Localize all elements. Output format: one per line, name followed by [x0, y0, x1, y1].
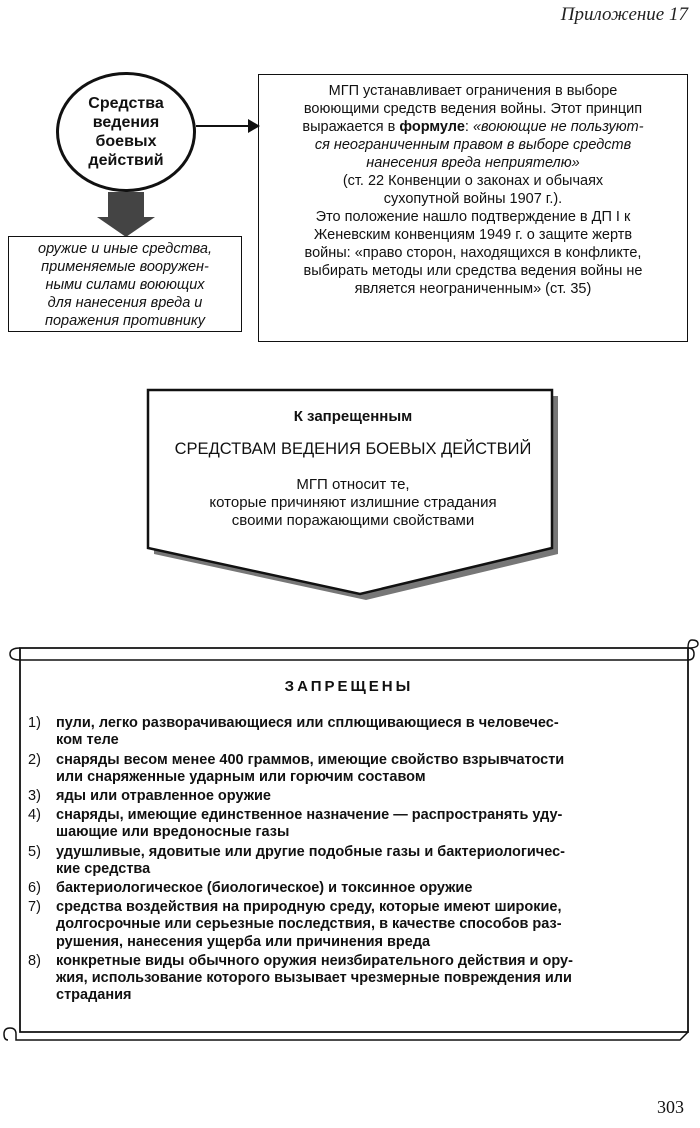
item-line: кие средства — [56, 860, 151, 877]
item-line: рушения, нанесения ущерба или причинения вреда — [56, 933, 431, 950]
prohibited-body-line: МГП относит те, — [296, 476, 410, 493]
item-number: 1) — [28, 715, 41, 732]
item-line: долгосрочные или серьезные последствия, в качестве способов раз- — [56, 916, 562, 933]
prohibited-body-line: которые причиняют излишние страдания — [209, 494, 497, 511]
item-line: бактериологическое (биологическое) и токсинное оружие — [56, 880, 473, 897]
item-number: 3) — [28, 788, 41, 805]
item-line: или снаряженные ударным или горючим составом — [56, 768, 426, 785]
list-item — [24, 715, 674, 749]
item-line: снаряды весом менее 400 граммов, имеющие свойство взрывчатости — [56, 751, 565, 768]
list-item — [24, 844, 674, 878]
mgp-line: ся неограниченным правом в выборе средств — [314, 137, 632, 153]
oval-line: ведения — [92, 114, 160, 131]
list-item — [24, 899, 674, 951]
prohibited-means-text — [150, 408, 556, 530]
list-item — [24, 807, 674, 841]
oval-line: боевых — [95, 133, 157, 150]
mgp-line-formula: выражается в формуле: «воюющие не пользуют- — [302, 119, 644, 135]
list-item — [24, 752, 674, 786]
item-number: 7) — [28, 899, 41, 916]
forbidden-title: ЗАПРЕЩЕНЫ — [284, 678, 414, 695]
prohibited-body-line: своими поражающими свойствами — [231, 512, 475, 529]
formula-keyword: формуле — [399, 119, 465, 135]
item-line: снаряды, имеющие единственное назначение — распространять уду- — [56, 807, 563, 824]
definition-line: оружие и иные средства, — [38, 241, 212, 257]
prohibited-title: К запрещенным — [293, 408, 413, 425]
mgp-line: Это положение нашло подтверждение в ДП I к — [315, 209, 631, 225]
mgp-line: выбирать методы или средства ведения войны не — [303, 263, 643, 279]
mgp-line: является неограниченным» (ст. 35) — [354, 281, 592, 297]
item-number: 5) — [28, 843, 41, 860]
item-line: пули, легко разворачивающиеся или сплющивающиеся в человечес- — [56, 715, 559, 732]
mgp-line: МГП устанавливает ограничения в выборе — [328, 83, 618, 99]
item-line: средства воздействия на природную среду, которые имеют широкие, — [56, 899, 562, 916]
list-item — [24, 953, 674, 1005]
item-line: ком теле — [56, 732, 119, 749]
item-number: 6) — [28, 880, 41, 897]
definition-line: поражения противнику — [45, 313, 205, 329]
mgp-line: сухопутной войны 1907 г.). — [383, 191, 563, 207]
item-number: 2) — [28, 751, 41, 768]
page-number: 303 — [657, 1097, 684, 1117]
item-number: 4) — [28, 807, 41, 824]
list-item — [24, 788, 674, 805]
forbidden-list-scroll — [24, 678, 674, 1006]
list-item — [24, 880, 674, 897]
appendix-label: Приложение 17 — [560, 4, 688, 25]
item-line: яды или отравленное оружие — [56, 788, 271, 805]
oval-line: Средства — [88, 95, 164, 112]
item-line: шающие или вредоносные газы — [56, 824, 290, 841]
item-line: удушливые, ядовитые или другие подобные газы и бактериологичес- — [56, 843, 565, 860]
definition-line: для нанесения вреда и — [47, 295, 203, 311]
item-line: жия, использование которого вызывает чрезмерные повреждения или — [56, 970, 572, 987]
mgp-line: воюющими средств ведения войны. Этот принцип — [303, 101, 643, 117]
mgp-line: (ст. 22 Конвенции о законах и обычаях — [342, 173, 604, 189]
mgp-line: нанесения вреда неприятелю» — [366, 155, 580, 171]
item-number: 8) — [28, 952, 41, 969]
scroll-right-curl — [688, 640, 698, 648]
definition-line: ными силами воюющих — [45, 277, 205, 293]
prohibited-body — [150, 476, 556, 530]
definition-line: применяемые вооружен- — [41, 259, 209, 275]
mgp-line: войны: «право сторон, находящихся в конфликте, — [304, 245, 642, 261]
mgp-line: Женевским конвенциям 1949 г. о защите жертв — [313, 227, 633, 243]
prohibited-subtitle: СРЕДСТВАМ ВЕДЕНИЯ БОЕВЫХ ДЕЙСТВИЙ — [174, 440, 532, 458]
oval-line: действий — [88, 152, 164, 169]
item-line: конкретные виды обычного оружия неизбирательного действия и ору- — [56, 952, 573, 969]
item-line: страдания — [56, 987, 132, 1004]
